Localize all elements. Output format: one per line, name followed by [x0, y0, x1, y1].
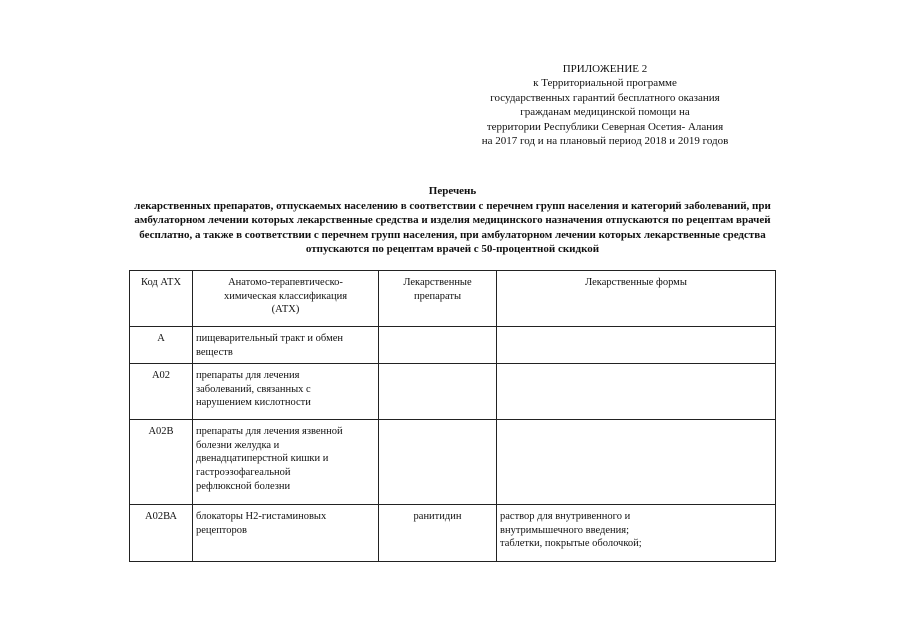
drug-name: ранитидин — [379, 505, 497, 562]
appendix-title: ПРИЛОЖЕНИЕ 2 — [562, 63, 648, 75]
atc-code: А02 — [130, 364, 193, 420]
atc-classification: препараты для лечения язвенной болезни желудка и двенадцатиперстной кишки и гастроэзофагеальной рефлюксной болезни — [193, 420, 379, 505]
atc-code: А02ВА — [130, 505, 193, 562]
table-row — [130, 420, 776, 505]
title-heading: Перечень — [428, 185, 477, 197]
document-title — [40, 184, 865, 257]
dosage-forms: раствор для внутривенного и внутримышечного введения; таблетки, покрытые оболочкой; — [497, 505, 776, 562]
title-line: амбулаторном лечении которых лекарственные средства и изделия медицинского назначения отпускаются по рецептам врачей — [134, 214, 771, 227]
drug-name — [379, 364, 497, 420]
appendix-line: территории Республики Северная Осетия- Алания — [486, 120, 724, 133]
appendix-line: на 2017 год и на плановый период 2018 и 2019 годов — [481, 135, 729, 148]
appendix-line: к Территориальной программе — [533, 77, 677, 90]
table-row — [130, 505, 776, 562]
table-header-row — [130, 271, 776, 327]
appendix-line: гражданам медицинской помощи на — [520, 106, 690, 119]
atc-code: А — [130, 327, 193, 364]
title-line: бесплатно, а также в соответствии с перечнем групп населения, при амбулаторном лечении которых лекарственные средства — [139, 228, 766, 241]
atc-drug-table — [129, 270, 776, 562]
appendix-header — [440, 62, 770, 148]
atc-classification: пищеварительный тракт и обмен веществ — [193, 327, 379, 364]
dosage-forms — [497, 364, 776, 420]
dosage-forms — [497, 327, 776, 364]
atc-classification: блокаторы Н2-гистаминовых рецепторов — [193, 505, 379, 562]
title-line: отпускаются по рецептам врачей с 50-процентной скидкой — [305, 243, 600, 256]
dosage-forms — [497, 420, 776, 505]
header-code: Код АТХ — [130, 271, 193, 327]
header-classification: Анатомо-терапевтическо- химическая классификация (АТХ) — [193, 271, 379, 327]
table-row — [130, 364, 776, 420]
drug-name — [379, 420, 497, 505]
table-row — [130, 327, 776, 364]
header-forms: Лекарственные формы — [497, 271, 776, 327]
atc-classification: препараты для лечения заболеваний, связанных с нарушением кислотности — [193, 364, 379, 420]
drug-name — [379, 327, 497, 364]
appendix-line: государственных гарантий бесплатного оказания — [490, 91, 720, 104]
atc-code: А02В — [130, 420, 193, 505]
title-line: лекарственных препаратов, отпускаемых населению в соответствии с перечнем групп населения и категорий заболеваний, при — [134, 199, 771, 212]
header-drugs: Лекарственные препараты — [379, 271, 497, 327]
